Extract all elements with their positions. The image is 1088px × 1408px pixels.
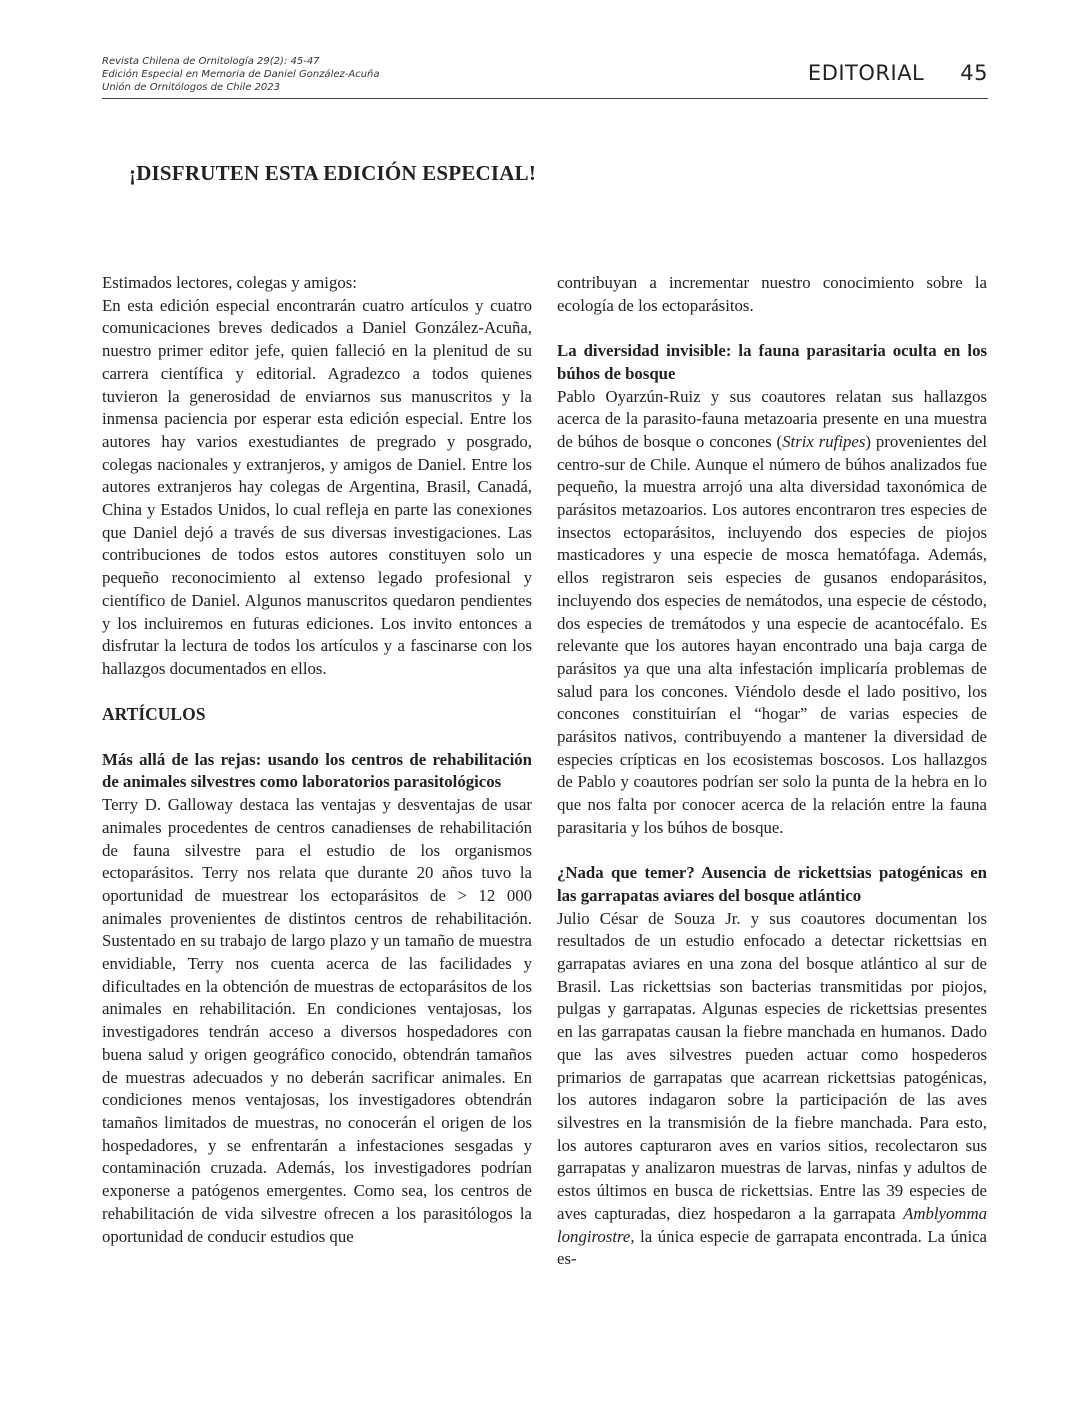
article-body-continuation: contribuyan a incrementar nuestro conocimiento sobre la ecología de los ectoparásitos. — [557, 273, 987, 315]
article-heading: La diversidad invisible: la fauna parasitaria oculta en los búhos de bosque — [557, 341, 987, 383]
article-body: Julio César de Souza Jr. y sus coautores documentan los resultados de un estudio enfocado a detectar rickettsias en garrapatas aviares en una zona del bosque atlántico al sur de Brasil. Las rickettsias son bacterias transmitidas por piojos, pulgas y garrapatas. Algunas especies de rickettsias presentes en las garrapatas causan la fiebre manchada en humanos. Dado que las aves silvestres pueden actuar como hospederos primarios de garrapatas que acarrean rickettsias patogénicas, los autores indagaron sobre la participación de las aves silvestres en la transmisión de la fiebre manchada. Para esto, los autores capturaron aves en varios sitios, recolectaron sus garrapatas y analizaron muestras de larvas, ninfas y adultos de estos últimos en busca de rickettsias. Entre las 39 especies de aves capturadas, diez hospedaron a la garrapata Amblyomma longirostre, la única especie de garrapata encontrada. La única es- — [557, 908, 987, 1269]
section-label: EDITORIAL — [807, 61, 925, 85]
citation-line: Revista Chilena de Ornitología 29(2): 45-47 — [102, 56, 320, 67]
journal-citation — [102, 55, 380, 94]
intro-paragraph: En esta edición especial encontrarán cuatro artículos y cuatro comunicaciones breves dedicados a Daniel González-Acuña, nuestro primer editor jefe, quien falleció en la plenitud de su carrera científica y editorial. Agradezco a todos quienes tuvieron la generosidad de enviarnos sus manuscritos y la inmensa paciencia por esperar esta edición especial. Entre los autores hay varios exestudiantes de pregrado y posgrado, colegas nacionales y extranjeros, y amigos de Daniel. Entre los autores extranjeros hay colegas de Argentina, Brasil, Canadá, China y Estados Unidos, lo cual refleja en parte las conexiones que Daniel dejó a través de sus diversas investigaciones. Las contribuciones de todos estos autores constituyen solo un pequeño reconocimiento al extenso legado profesional y científico de Daniel. Algunos manuscritos quedaron pendientes y los incluiremos en futuras ediciones. Los invito entonces a disfrutar la lectura de todos los artículos y a fascinarse con los hallazgos documentados en ellos. — [102, 295, 532, 678]
species-name: Strix rufipes — [782, 431, 866, 451]
page-title: ¡DISFRUTEN ESTA EDICIÓN ESPECIAL! — [129, 161, 537, 185]
citation-line: Unión de Ornitólogos de Chile 2023 — [102, 82, 280, 93]
running-header — [808, 61, 988, 85]
left-column — [102, 272, 532, 1248]
species-name: Amblyomma longirostre, — [557, 1203, 987, 1246]
article-heading: ¿Nada que temer? Ausencia de rickettsias patogénicas en las garrapatas aviares del bosque atlántico — [557, 863, 987, 905]
article-body: Terry D. Galloway destaca las ventajas y desventajas de usar animales procedentes de centros canadienses de rehabilitación de fauna silvestre para el estudio de los organismos ectoparásitos. Terry nos relata que durante 20 años tuvo la oportunidad de muestrear los ectoparásitos de > 12 000 animales provenientes de distintos centros de rehabilitación. Sustentado en su trabajo de largo plazo y un tamaño de muestra envidiable, Terry nos cuenta acerca de las facilidades y dificultades en la obtención de muestras de ectoparásitos de los animales en rehabilitación. En condiciones ventajosas, los investigadores tendrán acceso a diversos hospedadores con buena salud y origen geográfico conocido, obtendrán tamaños de muestras adecuados y no deberán sacrificar animales. En condiciones menos ventajosas, los investigadores obtendrán tamaños limitados de muestras, no conocerán el origen de los hospedadores, y se enfrentarán a infestaciones sesgadas y contaminación cruzada. Además, los investigadores podrían exponerse a patógenos emergentes. Como sea, los centros de rehabilitación de vida silvestre ofrecen a los parasitólogos la oportunidad de conducir estudios que — [102, 795, 532, 1246]
article-heading: Más allá de las rejas: usando los centros de rehabilitación de animales silvestres como laboratorios parasitológicos — [102, 749, 532, 792]
article-body: Pablo Oyarzún-Ruiz y sus coautores relatan sus hallazgos acerca de la parasito-fauna metazoaria presente en una muestra de búhos de bosque o concones (Strix rufipes) provenientes del centro-sur de Chile. Aunque el número de búhos analizados fue pequeño, la muestra arrojó una alta diversidad taxonómica de parásitos metazoarios. Los autores encontraron tres especies de insectos ectoparásitos, incluyendo dos especies de piojos masticadores y una especie de mosca hematófaga. Además, ellos registraron seis especies de gusanos endoparásitos, incluyendo dos especies de nemátodos, una especie de céstodo, dos especies de tremátodos y una especie de acantocéfalo. Es relevante que los autores hayan encontrado una baja carga de parásitos ya que una alta infestación implicaría problemas de salud para los concones. Viéndolo desde el lado positivo, los concones constituirían el “hogar” de varias especies de parásitos nativos, contribuyendo a mantener la diversidad de especies crípticas en los ecosistemas boscosos. Los hallazgos de Pablo y coautores podrían ser solo la punta de la hebra en lo que nos falta por conocer acerca de la relación entre la fauna parasitaria y los búhos de bosque. — [557, 386, 987, 837]
right-column — [557, 272, 987, 1271]
citation-line: Edición Especial en Memoria de Daniel González-Acuña — [102, 69, 380, 80]
header-divider — [102, 98, 988, 99]
greeting: Estimados lectores, colegas y amigos: — [102, 273, 357, 292]
section-heading: ARTÍCULOS — [102, 704, 206, 725]
page-number: 45 — [960, 61, 988, 85]
